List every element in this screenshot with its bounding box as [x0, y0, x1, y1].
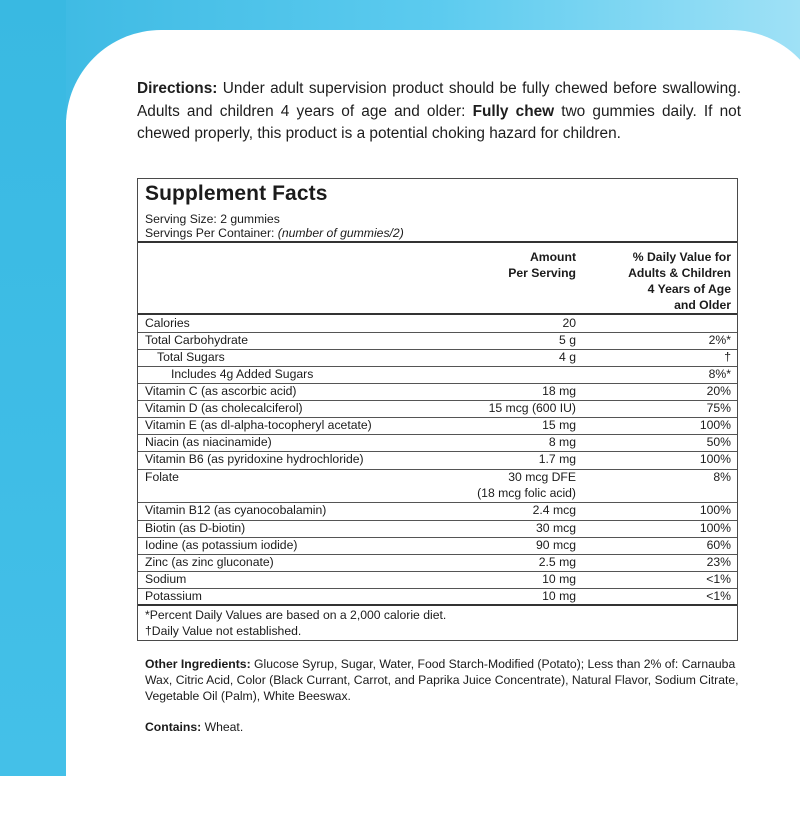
other-ingredients-label: Other Ingredients: [145, 657, 251, 671]
nutrient-dv: 100% [699, 452, 731, 466]
supplement-facts-panel [137, 178, 738, 641]
nutrient-dv: <1% [706, 589, 731, 603]
column-header-rule [138, 313, 737, 315]
dv-header-line-3: 4 Years of Age [647, 282, 731, 296]
nutrient-amount: 4 g [559, 350, 576, 364]
nutrient-dv: 20% [706, 384, 731, 398]
nutrient-name: Sodium [145, 572, 187, 586]
contains-text: Wheat. [201, 720, 244, 734]
nutrient-row-potassium [138, 589, 737, 605]
nutrient-row-total-carbohydrate [138, 333, 737, 350]
nutrient-row-vitamin-d [138, 401, 737, 418]
directions-bold-text: Fully chew [472, 102, 555, 120]
footnote-not-established: †Daily Value not established. [145, 624, 302, 638]
supplement-facts-title: Supplement Facts [145, 182, 328, 205]
servings-per-container [145, 226, 404, 240]
nutrient-row-added-sugars [138, 367, 737, 384]
serving-size: Serving Size: 2 gummies [145, 212, 280, 226]
serving-info [145, 212, 404, 240]
nutrient-row-total-sugars [138, 350, 737, 367]
nutrient-name: Vitamin B12 (as cyanocobalamin) [145, 503, 327, 517]
nutrient-row-niacin [138, 435, 737, 452]
nutrient-amount: 8 mg [548, 435, 576, 449]
directions-text-2: two gummies daily. If not chewed properly, this product is a potential choking hazard for children. [137, 102, 741, 142]
nutrient-amount: 18 mg [542, 384, 576, 398]
other-ingredients-text: Glucose Syrup, Sugar, Water, Food Starch-Modified (Potato); Less than 2% of: Carnauba Wax, Citric Acid, Color (Black Currant, Carrot, and Paprika Juice Concentrate), Natural Flavor, Sodium Citrate, Vegetable Oil (Palm), White Beeswax. [145, 657, 739, 703]
nutrient-dv: † [724, 350, 731, 364]
nutrient-dv: 75% [706, 401, 731, 415]
nutrient-amount: 10 mg [542, 572, 576, 586]
nutrient-dv: 50% [706, 435, 731, 449]
servings-label: Servings Per Container: [145, 226, 278, 240]
directions-text-1: Under adult supervision product should be fully chewed before swallowing. Adults and children 4 years of age and older: [137, 80, 741, 120]
nutrient-amount: 5 g [559, 333, 576, 347]
nutrient-name: Vitamin C (as ascorbic acid) [145, 384, 297, 398]
nutrient-dv: 100% [699, 521, 731, 535]
nutrient-name: Includes 4g Added Sugars [171, 367, 314, 381]
daily-value-header [588, 249, 731, 313]
dv-header-line-4: and Older [674, 298, 731, 312]
nutrient-amount: 1.7 mg [538, 452, 576, 466]
nutrient-dv: 100% [699, 418, 731, 432]
background-left-band [0, 0, 66, 776]
nutrient-dv: 23% [706, 555, 731, 569]
footnote-rule [138, 604, 737, 606]
nutrient-dv: 8%* [708, 367, 731, 381]
amount-header-line-1: Amount [529, 250, 576, 264]
nutrient-row-biotin [138, 521, 737, 538]
nutrient-row-vitamin-b12 [138, 503, 737, 521]
nutrient-name: Niacin (as niacinamide) [145, 435, 272, 449]
nutrient-row-calories [138, 316, 737, 333]
contains-label: Contains: [145, 720, 202, 734]
amount-header [463, 249, 576, 281]
nutrient-dv: 100% [699, 503, 731, 517]
dv-header-line-2: Adults & Children [628, 266, 731, 280]
dv-header-line-1: % Daily Value for [632, 250, 731, 264]
other-ingredients [145, 657, 740, 704]
nutrient-name: Total Carbohydrate [145, 333, 248, 347]
nutrient-amount: 90 mcg [536, 538, 576, 552]
directions-label: Directions: [137, 80, 218, 97]
nutrient-row-sodium [138, 572, 737, 589]
directions-paragraph [137, 78, 741, 146]
header-rule [138, 241, 737, 243]
nutrient-name: Biotin (as D-biotin) [145, 521, 246, 535]
nutrient-row-iodine [138, 538, 737, 555]
nutrient-amount: 10 mg [542, 589, 576, 603]
nutrient-dv: <1% [706, 572, 731, 586]
contains-statement [145, 720, 243, 734]
nutrient-name: Zinc (as zinc gluconate) [145, 555, 274, 569]
nutrient-row-zinc [138, 555, 737, 572]
nutrient-dv: 2%* [708, 333, 731, 347]
nutrient-amount: 2.5 mg [538, 555, 576, 569]
nutrient-name: Total Sugars [157, 350, 225, 364]
nutrient-amount-detail: (18 mcg folic acid) [477, 486, 576, 500]
nutrient-amount: 20 [562, 316, 576, 330]
nutrient-dv: 8% [713, 470, 731, 484]
amount-header-line-2: Per Serving [508, 266, 576, 280]
nutrient-amount: 15 mcg (600 IU) [488, 401, 576, 415]
nutrient-row-vitamin-e [138, 418, 737, 435]
nutrient-name: Vitamin E (as dl-alpha-tocopheryl acetate) [145, 418, 372, 432]
nutrient-name: Potassium [145, 589, 202, 603]
servings-value: (number of gummies/2) [277, 226, 404, 240]
nutrient-name: Vitamin D (as cholecalciferol) [145, 401, 303, 415]
nutrient-row-vitamin-b6 [138, 452, 737, 470]
nutrient-name: Calories [145, 316, 190, 330]
nutrient-row-folate [138, 470, 737, 503]
nutrient-name: Folate [145, 470, 179, 484]
nutrient-amount: 15 mg [542, 418, 576, 432]
nutrient-dv: 60% [706, 538, 731, 552]
nutrient-name: Vitamin B6 (as pyridoxine hydrochloride) [145, 452, 364, 466]
nutrient-amount: 30 mcg [536, 521, 576, 535]
nutrient-name: Iodine (as potassium iodide) [145, 538, 298, 552]
footnote-daily-values: *Percent Daily Values are based on a 2,000 calorie diet. [145, 608, 447, 622]
nutrient-amount: 2.4 mcg [532, 503, 576, 517]
nutrient-amount: 30 mcg DFE [508, 470, 576, 484]
nutrient-row-vitamin-c [138, 384, 737, 401]
